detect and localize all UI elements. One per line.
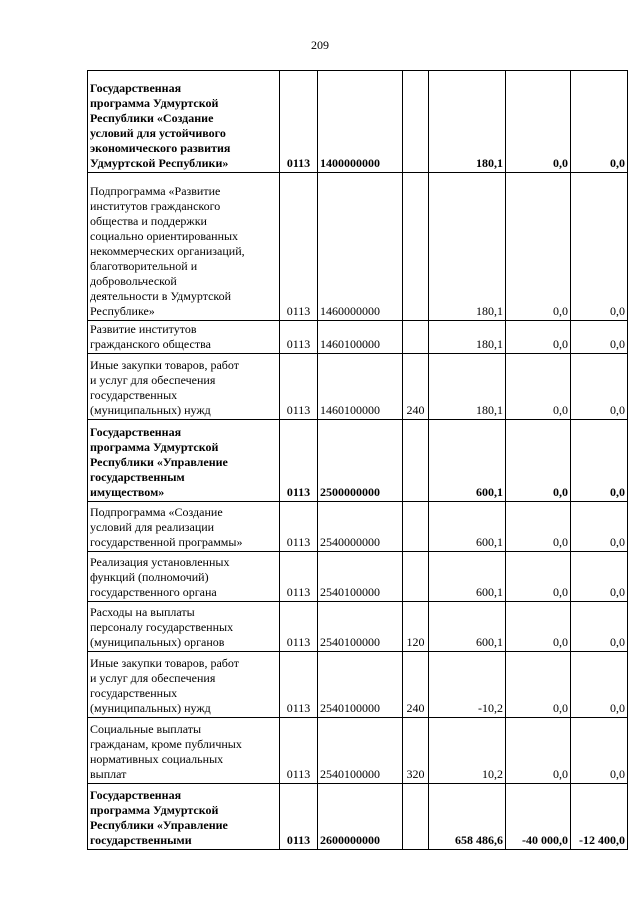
table-row — [88, 552, 628, 602]
row-section-cell: 0113 — [280, 784, 318, 850]
row-target-code-cell: 2540100000 — [318, 552, 403, 602]
row-name-cell: Социальные выплаты гражданам, кроме публичных нормативных социальных выплат — [88, 718, 280, 784]
table-row — [88, 602, 628, 652]
row-target-code-cell: 1460100000 — [318, 321, 403, 354]
row-name-cell: Государственная программа Удмуртской Республики «Управление государственными — [88, 784, 280, 850]
table-row — [88, 71, 628, 173]
row-amount-3-cell: 0,0 — [571, 502, 628, 552]
row-expense-type-cell: 120 — [403, 602, 429, 652]
row-amount-1-cell: 180,1 — [429, 321, 506, 354]
row-amount-1-cell: 600,1 — [429, 602, 506, 652]
row-expense-type-cell — [403, 173, 429, 321]
row-expense-type-cell — [403, 71, 429, 173]
row-amount-3-cell: 0,0 — [571, 321, 628, 354]
row-expense-type-cell: 240 — [403, 652, 429, 718]
row-amount-1-cell: 180,1 — [429, 71, 506, 173]
table-row — [88, 502, 628, 552]
row-expense-type-cell — [403, 321, 429, 354]
row-amount-2-cell: 0,0 — [506, 71, 571, 173]
row-target-code-cell: 2540000000 — [318, 502, 403, 552]
row-target-code-cell: 2540100000 — [318, 652, 403, 718]
table-row — [88, 652, 628, 718]
row-name-cell: Подпрограмма «Создание условий для реализации государственной программы» — [88, 502, 280, 552]
row-target-code-cell: 2540100000 — [318, 602, 403, 652]
budget-table-body — [88, 71, 628, 850]
row-target-code-cell: 2600000000 — [318, 784, 403, 850]
row-amount-3-cell: 0,0 — [571, 652, 628, 718]
table-row — [88, 321, 628, 354]
row-amount-1-cell: 600,1 — [429, 502, 506, 552]
row-name-cell: Государственная программа Удмуртской Республики «Создание условий для устойчивого экономического развития Удмуртской Республики» — [88, 71, 280, 173]
row-target-code-cell: 1460100000 — [318, 354, 403, 420]
row-amount-2-cell: 0,0 — [506, 552, 571, 602]
row-expense-type-cell — [403, 552, 429, 602]
row-amount-1-cell: 180,1 — [429, 173, 506, 321]
row-expense-type-cell: 320 — [403, 718, 429, 784]
row-section-cell: 0113 — [280, 602, 318, 652]
row-section-cell: 0113 — [280, 71, 318, 173]
table-row — [88, 354, 628, 420]
row-amount-3-cell: 0,0 — [571, 71, 628, 173]
row-expense-type-cell: 240 — [403, 354, 429, 420]
row-amount-2-cell: 0,0 — [506, 321, 571, 354]
row-expense-type-cell — [403, 502, 429, 552]
row-amount-1-cell: 180,1 — [429, 354, 506, 420]
row-name-cell: Государственная программа Удмуртской Республики «Управление государственным имуществом» — [88, 420, 280, 502]
row-amount-1-cell: 10,2 — [429, 718, 506, 784]
row-amount-3-cell: 0,0 — [571, 718, 628, 784]
row-amount-1-cell: 600,1 — [429, 552, 506, 602]
budget-table — [87, 70, 628, 850]
row-amount-2-cell: 0,0 — [506, 173, 571, 321]
row-section-cell: 0113 — [280, 321, 318, 354]
row-name-cell: Развитие институтов гражданского общества — [88, 321, 280, 354]
row-target-code-cell: 2500000000 — [318, 420, 403, 502]
row-amount-3-cell: 0,0 — [571, 420, 628, 502]
row-amount-2-cell: 0,0 — [506, 354, 571, 420]
row-expense-type-cell — [403, 420, 429, 502]
row-amount-1-cell: 658 486,6 — [429, 784, 506, 850]
row-name-cell: Реализация установленных функций (полномочий) государственного органа — [88, 552, 280, 602]
row-amount-3-cell: -12 400,0 — [571, 784, 628, 850]
row-name-cell: Иные закупки товаров, работ и услуг для обеспечения государственных (муниципальных) нужд — [88, 652, 280, 718]
row-amount-2-cell: -40 000,0 — [506, 784, 571, 850]
row-section-cell: 0113 — [280, 652, 318, 718]
table-row — [88, 173, 628, 321]
row-section-cell: 0113 — [280, 552, 318, 602]
row-target-code-cell: 1400000000 — [318, 71, 403, 173]
row-amount-3-cell: 0,0 — [571, 354, 628, 420]
row-expense-type-cell — [403, 784, 429, 850]
row-section-cell: 0113 — [280, 420, 318, 502]
row-section-cell: 0113 — [280, 502, 318, 552]
row-amount-3-cell: 0,0 — [571, 173, 628, 321]
table-row — [88, 784, 628, 850]
table-row — [88, 420, 628, 502]
row-amount-2-cell: 0,0 — [506, 652, 571, 718]
row-name-cell: Расходы на выплаты персоналу государственных (муниципальных) органов — [88, 602, 280, 652]
row-amount-1-cell: 600,1 — [429, 420, 506, 502]
row-amount-3-cell: 0,0 — [571, 552, 628, 602]
row-section-cell: 0113 — [280, 173, 318, 321]
row-section-cell: 0113 — [280, 718, 318, 784]
row-amount-1-cell: -10,2 — [429, 652, 506, 718]
row-section-cell: 0113 — [280, 354, 318, 420]
table-row — [88, 718, 628, 784]
row-amount-2-cell: 0,0 — [506, 502, 571, 552]
row-amount-2-cell: 0,0 — [506, 602, 571, 652]
row-amount-3-cell: 0,0 — [571, 602, 628, 652]
page-number: 209 — [311, 38, 329, 52]
row-amount-2-cell: 0,0 — [506, 718, 571, 784]
row-name-cell: Подпрограмма «Развитие институтов гражданского общества и поддержки социально ориентированных некоммерческих организаций, благотворительной и добровольческой деятельности в Удмуртской Республике» — [88, 173, 280, 321]
row-target-code-cell: 1460000000 — [318, 173, 403, 321]
row-name-cell: Иные закупки товаров, работ и услуг для обеспечения государственных (муниципальных) нужд — [88, 354, 280, 420]
row-target-code-cell: 2540100000 — [318, 718, 403, 784]
row-amount-2-cell: 0,0 — [506, 420, 571, 502]
